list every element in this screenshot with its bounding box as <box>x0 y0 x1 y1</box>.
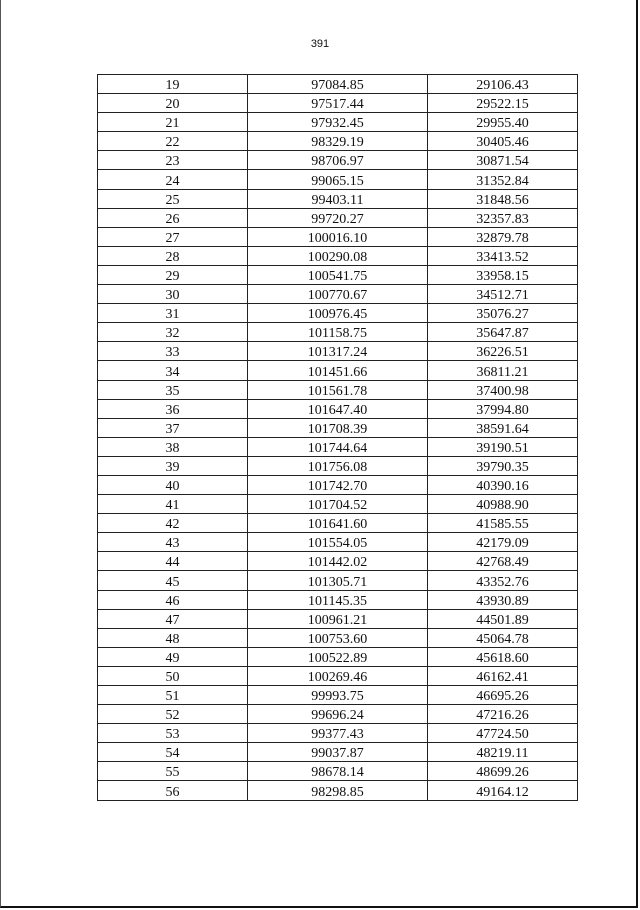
value-cell: 101744.64 <box>248 437 428 456</box>
value-cell: 44501.89 <box>428 609 578 628</box>
row-index-cell: 35 <box>98 380 248 399</box>
value-cell: 41585.55 <box>428 514 578 533</box>
table-row <box>98 132 578 151</box>
table-row <box>98 265 578 284</box>
row-index-cell: 40 <box>98 475 248 494</box>
value-cell: 40390.16 <box>428 475 578 494</box>
table-row <box>98 246 578 265</box>
row-index-cell: 54 <box>98 743 248 762</box>
value-cell: 100770.67 <box>248 285 428 304</box>
value-cell: 40988.90 <box>428 495 578 514</box>
value-cell: 29955.40 <box>428 113 578 132</box>
value-cell: 42768.49 <box>428 552 578 571</box>
table-row <box>98 609 578 628</box>
value-cell: 46162.41 <box>428 666 578 685</box>
table-row <box>98 94 578 113</box>
table-row <box>98 151 578 170</box>
table-row <box>98 571 578 590</box>
value-cell: 33413.52 <box>428 246 578 265</box>
table-row <box>98 456 578 475</box>
table-row <box>98 208 578 227</box>
row-index-cell: 48 <box>98 628 248 647</box>
table-row <box>98 75 578 94</box>
table-row <box>98 686 578 705</box>
value-cell: 100269.46 <box>248 666 428 685</box>
value-cell: 101708.39 <box>248 418 428 437</box>
table-row <box>98 666 578 685</box>
value-cell: 32357.83 <box>428 208 578 227</box>
value-cell: 100976.45 <box>248 304 428 323</box>
table-row <box>98 304 578 323</box>
value-cell: 99993.75 <box>248 686 428 705</box>
table-row <box>98 647 578 666</box>
table-row <box>98 724 578 743</box>
table-row <box>98 380 578 399</box>
value-cell: 100016.10 <box>248 227 428 246</box>
row-index-cell: 43 <box>98 533 248 552</box>
value-cell: 37994.80 <box>428 399 578 418</box>
value-cell: 48699.26 <box>428 762 578 781</box>
value-cell: 101554.05 <box>248 533 428 552</box>
value-cell: 31352.84 <box>428 170 578 189</box>
row-index-cell: 26 <box>98 208 248 227</box>
table-row <box>98 762 578 781</box>
table-row <box>98 475 578 494</box>
value-cell: 98678.14 <box>248 762 428 781</box>
row-index-cell: 31 <box>98 304 248 323</box>
table-row <box>98 552 578 571</box>
table-row <box>98 628 578 647</box>
value-cell: 100522.89 <box>248 647 428 666</box>
row-index-cell: 32 <box>98 323 248 342</box>
value-cell: 101561.78 <box>248 380 428 399</box>
value-cell: 99720.27 <box>248 208 428 227</box>
value-cell: 100753.60 <box>248 628 428 647</box>
table-row <box>98 113 578 132</box>
value-cell: 43352.76 <box>428 571 578 590</box>
value-cell: 101647.40 <box>248 399 428 418</box>
value-cell: 38591.64 <box>428 418 578 437</box>
row-index-cell: 22 <box>98 132 248 151</box>
table-row <box>98 342 578 361</box>
value-cell: 45618.60 <box>428 647 578 666</box>
value-cell: 48219.11 <box>428 743 578 762</box>
row-index-cell: 39 <box>98 456 248 475</box>
value-cell: 97517.44 <box>248 94 428 113</box>
row-index-cell: 56 <box>98 781 248 800</box>
value-cell: 30405.46 <box>428 132 578 151</box>
table-row <box>98 399 578 418</box>
value-cell: 99403.11 <box>248 189 428 208</box>
row-index-cell: 34 <box>98 361 248 380</box>
value-cell: 47724.50 <box>428 724 578 743</box>
value-cell: 39190.51 <box>428 437 578 456</box>
value-cell: 98329.19 <box>248 132 428 151</box>
row-index-cell: 20 <box>98 94 248 113</box>
row-index-cell: 29 <box>98 265 248 284</box>
value-cell: 101641.60 <box>248 514 428 533</box>
value-cell: 97084.85 <box>248 75 428 94</box>
value-cell: 99065.15 <box>248 170 428 189</box>
table-row <box>98 781 578 800</box>
row-index-cell: 52 <box>98 705 248 724</box>
value-cell: 100290.08 <box>248 246 428 265</box>
value-cell: 37400.98 <box>428 380 578 399</box>
row-index-cell: 55 <box>98 762 248 781</box>
row-index-cell: 28 <box>98 246 248 265</box>
value-cell: 36811.21 <box>428 361 578 380</box>
value-cell: 101317.24 <box>248 342 428 361</box>
row-index-cell: 33 <box>98 342 248 361</box>
row-index-cell: 44 <box>98 552 248 571</box>
value-cell: 31848.56 <box>428 189 578 208</box>
table-row <box>98 705 578 724</box>
row-index-cell: 36 <box>98 399 248 418</box>
table-row <box>98 533 578 552</box>
value-cell: 99037.87 <box>248 743 428 762</box>
row-index-cell: 45 <box>98 571 248 590</box>
row-index-cell: 46 <box>98 590 248 609</box>
value-cell: 99377.43 <box>248 724 428 743</box>
value-cell: 101442.02 <box>248 552 428 571</box>
row-index-cell: 38 <box>98 437 248 456</box>
table-row <box>98 361 578 380</box>
value-cell: 49164.12 <box>428 781 578 800</box>
value-cell: 39790.35 <box>428 456 578 475</box>
table-row <box>98 514 578 533</box>
row-index-cell: 24 <box>98 170 248 189</box>
value-cell: 47216.26 <box>428 705 578 724</box>
table-row <box>98 495 578 514</box>
value-cell: 97932.45 <box>248 113 428 132</box>
value-cell: 99696.24 <box>248 705 428 724</box>
data-table <box>97 74 578 801</box>
row-index-cell: 49 <box>98 647 248 666</box>
row-index-cell: 42 <box>98 514 248 533</box>
value-cell: 30871.54 <box>428 151 578 170</box>
table-row <box>98 590 578 609</box>
value-cell: 46695.26 <box>428 686 578 705</box>
table-row <box>98 743 578 762</box>
value-cell: 45064.78 <box>428 628 578 647</box>
page-number: 391 <box>310 38 330 50</box>
value-cell: 35647.87 <box>428 323 578 342</box>
row-index-cell: 21 <box>98 113 248 132</box>
row-index-cell: 30 <box>98 285 248 304</box>
value-cell: 101145.35 <box>248 590 428 609</box>
value-cell: 100541.75 <box>248 265 428 284</box>
value-cell: 42179.09 <box>428 533 578 552</box>
table-row <box>98 189 578 208</box>
row-index-cell: 41 <box>98 495 248 514</box>
row-index-cell: 51 <box>98 686 248 705</box>
value-cell: 33958.15 <box>428 265 578 284</box>
value-cell: 43930.89 <box>428 590 578 609</box>
row-index-cell: 27 <box>98 227 248 246</box>
value-cell: 29106.43 <box>428 75 578 94</box>
row-index-cell: 19 <box>98 75 248 94</box>
value-cell: 98298.85 <box>248 781 428 800</box>
value-cell: 29522.15 <box>428 94 578 113</box>
table-row <box>98 323 578 342</box>
table-row <box>98 227 578 246</box>
row-index-cell: 50 <box>98 666 248 685</box>
table-row <box>98 170 578 189</box>
row-index-cell: 47 <box>98 609 248 628</box>
table-row <box>98 437 578 456</box>
table-row <box>98 418 578 437</box>
value-cell: 101305.71 <box>248 571 428 590</box>
value-cell: 98706.97 <box>248 151 428 170</box>
value-cell: 101742.70 <box>248 475 428 494</box>
row-index-cell: 37 <box>98 418 248 437</box>
table-body <box>98 75 578 801</box>
value-cell: 32879.78 <box>428 227 578 246</box>
value-cell: 101451.66 <box>248 361 428 380</box>
table-row <box>98 285 578 304</box>
row-index-cell: 23 <box>98 151 248 170</box>
value-cell: 36226.51 <box>428 342 578 361</box>
value-cell: 35076.27 <box>428 304 578 323</box>
value-cell: 100961.21 <box>248 609 428 628</box>
value-cell: 101756.08 <box>248 456 428 475</box>
value-cell: 101704.52 <box>248 495 428 514</box>
value-cell: 34512.71 <box>428 285 578 304</box>
row-index-cell: 53 <box>98 724 248 743</box>
value-cell: 101158.75 <box>248 323 428 342</box>
row-index-cell: 25 <box>98 189 248 208</box>
